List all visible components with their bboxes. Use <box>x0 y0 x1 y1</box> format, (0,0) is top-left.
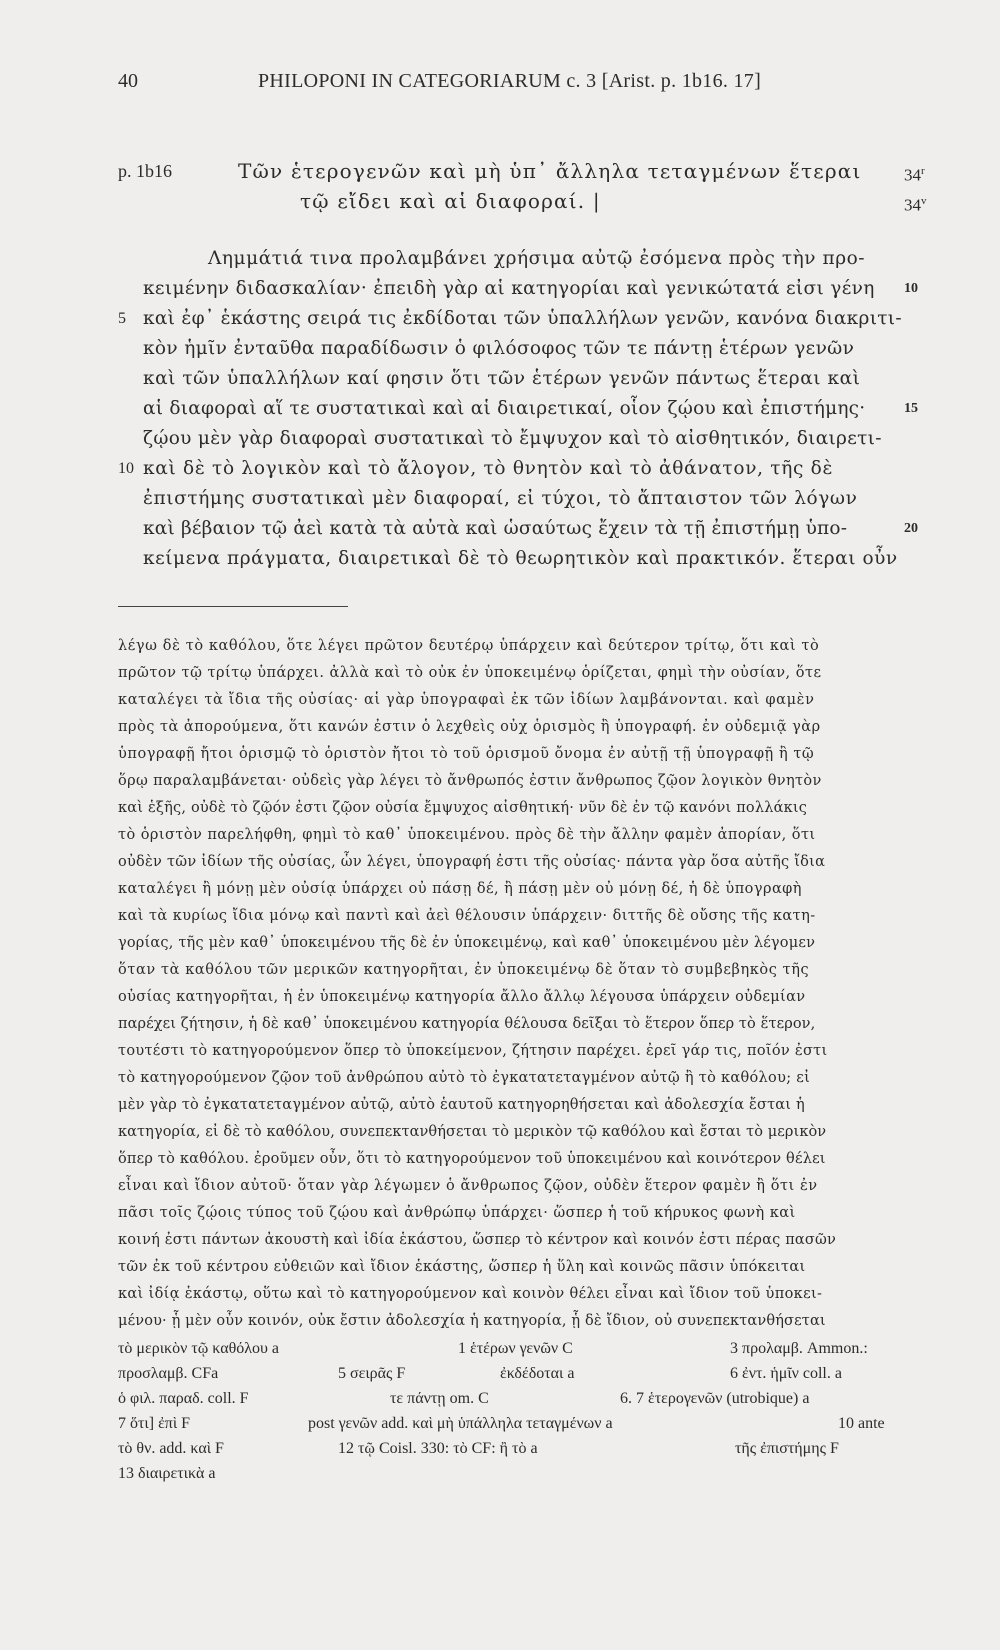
scholia-line: ὅπερ τὸ καθόλου. ἐροῦμεν οὖν, ὅτι τὸ κατηγορούμενον τοῦ ὑποκειμένου καὶ κοινότερον θέλει <box>118 1151 826 1167</box>
scholia-line: παρέχει ζήτησιν, ἡ δὲ καθ᾽ ὑποκειμένου κατηγορία θέλουσα δεῖξαι τὸ ἕτερον ὅπερ τὸ ἕτερον, <box>118 1016 816 1032</box>
apparatus-entry: ὁ φιλ. παραδ. coll. F <box>118 1390 249 1407</box>
text-line: καὶ ἐφ᾽ ἑκάστης σειρά τις ἐκδίδοται τῶν ὑπαλλήλων γενῶν, κανόνα διακριτι- <box>143 308 902 329</box>
scholia-line: μένου· ᾗ μὲν οὖν κοινόν, οὐκ ἔστιν ἀδολεσχία ἡ κατηγορία, ᾗ δὲ ἴδιον, οὐ συνεπεκτανθήσεται <box>118 1313 826 1329</box>
folio-marker: 34$^r$ <box>904 165 925 185</box>
apparatus-entry: 6. 7 ἑτερογενῶν (utrobique) a <box>620 1390 810 1407</box>
scholia-line: κοινή ἐστι πάντων ἀκουστὴ καὶ ἰδία ἑκάστου, ὥσπερ τὸ κέντρον καὶ κοινόν ἐστι πέρας πασῶν <box>118 1232 837 1248</box>
line-number: 15 <box>904 401 918 416</box>
scholia-line: οὐδὲν τῶν ἰδίων τῆς οὐσίας, ὧν λέγει, ὑπογραφή ἐστι τῆς οὐσίας· πάντα γὰρ ὅσα αὐτῆς ἴδια <box>118 854 826 870</box>
scholia-line: ὑπογραφῇ ἤτοι ὁρισμῷ τὸ ὁριστὸν ἤτοι τὸ τοῦ ὁρισμοῦ ὄνομα ἐν αὐτῇ τῇ ὑπογραφῇ ἢ τῷ <box>118 746 815 762</box>
scholia-line: πρὸς τὰ ἀπορούμενα, ὅτι κανών ἐστιν ὁ λεχθεὶς οὐχ ὁρισμὸς ἢ ὑπογραφή. ἐν οὐδεμιᾷ γὰρ <box>118 719 821 735</box>
scholia-line: λέγω δὲ τὸ καθόλου, ὅτε λέγει πρῶτον δευτέρῳ ὑπάρχειν καὶ δεύτερον τρίτῳ, ὅτι καὶ τὸ <box>118 638 820 654</box>
lemma-line: Τῶν ἑτερογενῶν καὶ μὴ ὑπ᾽ ἄλληλα τεταγμένων ἕτεραι <box>238 159 862 183</box>
apparatus-entry: προσλαμβ. CFa <box>118 1365 219 1382</box>
scholia-line: τῶν ἐκ τοῦ κέντρου εὐθειῶν καὶ ἴδιον ἑκάστης, ὥσπερ ἡ ὕλη καὶ κοινῶς πᾶσιν ὑπόκειται <box>118 1259 806 1275</box>
text-line: αἱ διαφοραὶ αἵ τε συστατικαὶ καὶ αἱ διαιρετικαί, οἷον ζῴου καὶ ἐπιστήμης· <box>143 398 866 419</box>
text-line: κὸν ἡμῖν ἐνταῦθα παραδίδωσιν ὁ φιλόσοφος τῶν τε πάντῃ ἑτέρων γενῶν <box>143 338 855 359</box>
scholia-line: τὸ ὁριστὸν παρελήφθη, φημὶ τὸ καθ᾽ ὑποκειμένου. πρὸς δὲ τὴν ἄλλην φαμὲν ἀπορίαν, ὅτι <box>118 827 816 843</box>
text-line: κειμένην διδασκαλίαν· ἐπειδὴ γὰρ αἱ κατηγορίαι καὶ γενικώτατά εἰσι γένη <box>143 278 875 299</box>
scholia-line: καὶ τὰ κυρίως ἴδια μόνῳ καὶ παντὶ καὶ ἀεὶ θέλουσιν ὑπάρχειν· διττῆς δὲ οὔσης τῆς κατη- <box>118 908 816 924</box>
text-line: καὶ βέβαιον τῷ ἀεὶ κατὰ τὰ αὐτὰ καὶ ὡσαύτως ἔχειν τὰ τῇ ἐπιστήμῃ ὑπο- <box>143 518 848 539</box>
folio-marker: 34$^v$ <box>904 195 927 215</box>
running-title: PHILOPONI IN CATEGORIARUM c. 3 [Arist. p. 1b16. 17] <box>258 70 762 92</box>
scholia-line: ὅρῳ παραλαμβάνεται· οὐδεὶς γὰρ λέγει τὸ ἄνθρωπός ἐστιν ἄνθρωπος ζῷον λογικὸν θνητὸν <box>118 773 822 789</box>
scholia-line: τὸ κατηγορούμενον ζῷον τοῦ ἀνθρώπου αὐτὸ τὸ ἐγκατατεταγμένον αὐτῷ ἢ τὸ καθόλου; εἰ <box>118 1070 811 1086</box>
text-line: κείμενα πράγματα, διαιρετικαὶ δὲ τὸ θεωρητικὸν καὶ πρακτικόν. ἕτεραι οὖν <box>143 548 898 569</box>
page-number: 40 <box>118 70 138 92</box>
scholia-line: καταλέγει τὰ ἴδια τῆς οὐσίας· αἱ γὰρ ὑπογραφαὶ ἐκ τῶν ἰδίων λαμβάνονται. καὶ φαμὲν <box>118 692 815 708</box>
scholia-line: καὶ ἑξῆς, οὐδὲ τὸ ζῷόν ἐστι ζῷον οὐσία ἔμψυχος αἰσθητική· νῦν δὲ ἐν τῷ κανόνι πολλάκις <box>118 800 808 816</box>
apparatus-entry: τῆς ἐπιστήμης F <box>735 1440 839 1457</box>
apparatus-entry: τε πάντῃ om. C <box>390 1390 489 1407</box>
apparatus-entry: post γενῶν add. καὶ μὴ ὑπάλληλα τεταγμένων a <box>308 1415 613 1432</box>
line-number: 20 <box>904 521 918 536</box>
apparatus-entry: ἐκδέδοται a <box>500 1365 575 1382</box>
line-number: 5 <box>118 310 126 327</box>
scholia-line: μὲν γὰρ τὸ ἐγκατατεταγμένον αὐτῷ, αὐτὸ ἑαυτοῦ κατηγορηθήσεται καὶ ἀδολεσχία ἔσται ἡ <box>118 1097 805 1113</box>
line-number: 10 <box>904 281 918 296</box>
scholia-line: κατηγορία, εἰ δὲ τὸ καθόλου, συνεπεκτανθήσεται τὸ μερικὸν τῷ καθόλου καὶ ἔσται τὸ μερικὸν <box>118 1124 827 1140</box>
apparatus-entry: τὸ μερικὸν τῷ καθόλου a <box>118 1340 280 1357</box>
lemma-line: τῷ εἴδει καὶ αἱ διαφοραί. | <box>300 189 601 213</box>
line-number: 10 <box>118 460 134 477</box>
apparatus-entry: 10 ante <box>838 1415 885 1432</box>
apparatus-entry: 7 ὅτι] ἐπὶ F <box>118 1415 191 1432</box>
lemma-reference: p. 1b16 <box>118 161 172 181</box>
text-line: Λημμάτιά τινα προλαμβάνει χρήσιμα αὐτῷ ἐσόμενα πρὸς τὴν προ- <box>208 248 866 269</box>
text-line: καὶ τῶν ὑπαλλήλων καί φησιν ὅτι τῶν ἑτέρων γενῶν πάντως ἕτεραι καὶ <box>143 368 861 389</box>
apparatus-entry: 13 διαιρετικὰ a <box>118 1465 216 1482</box>
scholia-line: καὶ ἰδίᾳ ἑκάστῳ, οὕτω καὶ τὸ κατηγορούμενον καὶ κοινὸν θέλει εἶναι καὶ ἴδιον τοῦ ὑποκει- <box>118 1286 823 1302</box>
scholia-line: οὐσίας κατηγορῆται, ἡ ἐν ὑποκειμένῳ κατηγορία ἄλλο ἄλλῳ λέγουσα ὑπάρχειν οὐδεμίαν <box>118 989 806 1005</box>
text-line: ζῴου μὲν γὰρ διαφοραὶ συστατικαὶ τὸ ἔμψυχον καὶ τὸ αἰσθητικόν, διαιρετι- <box>143 428 882 449</box>
scholia-line: καταλέγει ἢ μόνῃ μὲν οὐσίᾳ ὑπάρχει οὐ πάσῃ δέ, ἢ πάσῃ μὲν οὐ μόνῃ δέ, ἡ δὲ ὑπογραφὴ <box>118 881 802 897</box>
scholia-line: γορίας, τῆς μὲν καθ᾽ ὑποκειμένου τῆς δὲ ἐν ὑποκειμένῳ, καὶ καθ᾽ ὑποκειμένου μὲν λέγομεν <box>118 935 816 951</box>
text-line: ἐπιστήμης συστατικαὶ μὲν διαφοραί, εἰ τύχοι, τὸ ἄπταιστον τῶν λόγων <box>143 488 858 509</box>
apparatus-entry: 12 τῷ Coisl. 330: τὸ CF: ἢ τὸ a <box>338 1440 538 1457</box>
running-header <box>118 70 898 100</box>
footnote-rule <box>118 606 348 607</box>
scholia-line: πρῶτον τῷ τρίτῳ ὑπάρχει. ἀλλὰ καὶ τὸ οὐκ ἐν ὑποκειμένῳ ὁρίζεται, φημὶ τὴν οὐσίαν, ὅτε <box>118 665 822 681</box>
apparatus-entry: τὸ θν. add. καὶ F <box>118 1440 224 1457</box>
apparatus-entry: 6 ἐντ. ἡμῖν coll. a <box>730 1365 842 1382</box>
text-line: καὶ δὲ τὸ λογικὸν καὶ τὸ ἄλογον, τὸ θνητὸν καὶ τὸ ἀθάνατον, τῆς δὲ <box>143 458 834 479</box>
apparatus-entry: 5 σειρᾶς F <box>338 1365 406 1382</box>
apparatus-entry: 1 ἑτέρων γενῶν C <box>458 1340 573 1357</box>
scholia-line: πᾶσι τοῖς ζῴοις τύπος τοῦ ζῴου καὶ ἀνθρώπῳ ὑπάρχει· ὥσπερ ἡ τοῦ κήρυκος φωνὴ καὶ <box>118 1205 796 1221</box>
scholia-line: εἶναι καὶ ἴδιον αὐτοῦ· ὅταν γὰρ λέγωμεν ὁ ἄνθρωπος ζῷον, οὐδὲν ἕτερον φαμὲν ἢ ὅτι ἐν <box>118 1178 818 1194</box>
scholia-line: τουτέστι τὸ κατηγορούμενον ὅπερ τὸ ὑποκείμενον, ζήτησιν παρέχει. ἐρεῖ γάρ τις, ποῖόν ἐστι <box>118 1043 828 1059</box>
scholia-line: ὅταν τὰ καθόλου τῶν μερικῶν κατηγορῆται, ἐν ὑποκειμένῳ δὲ ὅταν τὸ συμβεβηκὸς τῆς <box>118 962 810 978</box>
apparatus-entry: 3 προλαμβ. Ammon.: <box>730 1340 868 1357</box>
